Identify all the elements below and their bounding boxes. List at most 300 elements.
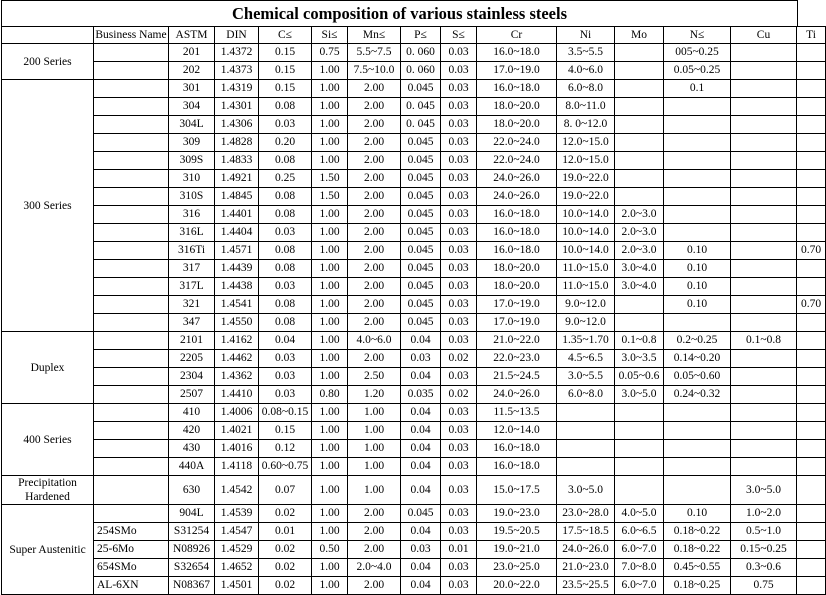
cell-ni: 23.5~25.5 bbox=[557, 577, 615, 595]
cell-si: 1.50 bbox=[312, 170, 348, 188]
cell-cu: 0.15~0.25 bbox=[731, 541, 797, 559]
cell-c: 0.03 bbox=[259, 278, 312, 296]
table-row bbox=[2, 224, 826, 242]
cell-astm: 321 bbox=[169, 296, 215, 314]
cell-business-name: 25-6Mo bbox=[94, 541, 169, 559]
cell-mo bbox=[615, 116, 664, 134]
cell-c: 0.08 bbox=[259, 98, 312, 116]
cell-mo bbox=[615, 476, 664, 505]
cell-ni: 10.0~14.0 bbox=[557, 206, 615, 224]
cell-s: 0.03 bbox=[441, 476, 477, 505]
table-row bbox=[2, 577, 826, 595]
series-group-label: 200 Series bbox=[2, 44, 94, 80]
cell-mo bbox=[615, 62, 664, 80]
cell-business-name: AL-6XN bbox=[94, 577, 169, 595]
cell-astm: 410 bbox=[169, 404, 215, 422]
cell-mo: 3.0~4.0 bbox=[615, 260, 664, 278]
cell-si: 1.00 bbox=[312, 332, 348, 350]
cell-ni bbox=[557, 458, 615, 476]
cell-cu: 0.3~0.6 bbox=[731, 559, 797, 577]
cell-mn: 1.00 bbox=[348, 422, 401, 440]
cell-din: 1.4438 bbox=[215, 278, 259, 296]
cell-s: 0.02 bbox=[441, 386, 477, 404]
cell-s: 0.03 bbox=[441, 44, 477, 62]
cell-p: 0.04 bbox=[401, 523, 441, 541]
cell-s: 0.03 bbox=[441, 278, 477, 296]
cell-ti: 0.70 bbox=[797, 296, 826, 314]
cell-din: 1.4550 bbox=[215, 314, 259, 332]
cell-p: 0.045 bbox=[401, 152, 441, 170]
cell-din: 1.4571 bbox=[215, 242, 259, 260]
cell-n: 0.1 bbox=[664, 80, 731, 98]
cell-astm: 317L bbox=[169, 278, 215, 296]
table-row bbox=[2, 422, 826, 440]
cell-si: 0.80 bbox=[312, 386, 348, 404]
cell-cu bbox=[731, 116, 797, 134]
cell-mn: 2.00 bbox=[348, 523, 401, 541]
cell-n bbox=[664, 314, 731, 332]
cell-business-name bbox=[94, 422, 169, 440]
table-row bbox=[2, 314, 826, 332]
cell-mn: 2.00 bbox=[348, 296, 401, 314]
cell-p: 0.04 bbox=[401, 559, 441, 577]
cell-n bbox=[664, 404, 731, 422]
cell-si: 1.00 bbox=[312, 98, 348, 116]
cell-ti bbox=[797, 541, 826, 559]
table-row bbox=[2, 523, 826, 541]
cell-business-name bbox=[94, 98, 169, 116]
cell-cu bbox=[731, 206, 797, 224]
cell-business-name bbox=[94, 476, 169, 505]
cell-din: 1.4016 bbox=[215, 440, 259, 458]
table-row bbox=[2, 152, 826, 170]
cell-cu: 0.75 bbox=[731, 577, 797, 595]
header-c: C≤ bbox=[259, 27, 312, 44]
cell-s: 0.03 bbox=[441, 368, 477, 386]
table-row bbox=[2, 98, 826, 116]
cell-business-name bbox=[94, 314, 169, 332]
header-p: P≤ bbox=[401, 27, 441, 44]
series-group-label: Duplex bbox=[2, 332, 94, 404]
cell-ni: 11.0~15.0 bbox=[557, 278, 615, 296]
cell-mn: 7.5~10.0 bbox=[348, 62, 401, 80]
cell-cr: 17.0~19.0 bbox=[477, 296, 557, 314]
header-cu: Cu bbox=[731, 27, 797, 44]
cell-si: 1.00 bbox=[312, 458, 348, 476]
cell-ni: 8.0~11.0 bbox=[557, 98, 615, 116]
cell-ti bbox=[797, 80, 826, 98]
cell-s: 0.03 bbox=[441, 332, 477, 350]
cell-business-name bbox=[94, 152, 169, 170]
cell-ni bbox=[557, 422, 615, 440]
table-body bbox=[2, 44, 826, 595]
cell-p: 0.045 bbox=[401, 206, 441, 224]
cell-astm: 430 bbox=[169, 440, 215, 458]
cell-c: 0.08~0.15 bbox=[259, 404, 312, 422]
cell-mo bbox=[615, 296, 664, 314]
cell-s: 0.03 bbox=[441, 404, 477, 422]
cell-n: 005~0.25 bbox=[664, 44, 731, 62]
cell-astm: 347 bbox=[169, 314, 215, 332]
cell-si: 1.00 bbox=[312, 368, 348, 386]
cell-business-name bbox=[94, 440, 169, 458]
cell-astm: 2304 bbox=[169, 368, 215, 386]
table-row bbox=[2, 188, 826, 206]
cell-c: 0.02 bbox=[259, 505, 312, 523]
cell-ti bbox=[797, 577, 826, 595]
table-row bbox=[2, 62, 826, 80]
cell-ni: 10.0~14.0 bbox=[557, 242, 615, 260]
cell-business-name bbox=[94, 368, 169, 386]
cell-ni: 19.0~22.0 bbox=[557, 170, 615, 188]
cell-si: 1.00 bbox=[312, 422, 348, 440]
cell-p: 0.04 bbox=[401, 577, 441, 595]
cell-c: 0.15 bbox=[259, 422, 312, 440]
cell-astm: 309S bbox=[169, 152, 215, 170]
cell-cr: 18.0~20.0 bbox=[477, 260, 557, 278]
cell-p: 0.03 bbox=[401, 350, 441, 368]
cell-cu bbox=[731, 170, 797, 188]
cell-n bbox=[664, 224, 731, 242]
cell-mn: 2.00 bbox=[348, 170, 401, 188]
cell-p: 0.04 bbox=[401, 440, 441, 458]
cell-business-name bbox=[94, 80, 169, 98]
cell-cu bbox=[731, 98, 797, 116]
cell-din: 1.4828 bbox=[215, 134, 259, 152]
cell-c: 0.08 bbox=[259, 314, 312, 332]
cell-s: 0.03 bbox=[441, 80, 477, 98]
header-din: DIN bbox=[215, 27, 259, 44]
cell-mn: 2.00 bbox=[348, 224, 401, 242]
header-ti: Ti bbox=[797, 27, 826, 44]
table-row bbox=[2, 296, 826, 314]
cell-mn: 4.0~6.0 bbox=[348, 332, 401, 350]
cell-p: 0. 045 bbox=[401, 98, 441, 116]
cell-n: 0.18~0.22 bbox=[664, 541, 731, 559]
cell-s: 0.03 bbox=[441, 62, 477, 80]
cell-s: 0.03 bbox=[441, 505, 477, 523]
cell-ni: 8. 0~12.0 bbox=[557, 116, 615, 134]
cell-mn: 2.00 bbox=[348, 260, 401, 278]
cell-ti bbox=[797, 368, 826, 386]
cell-din: 1.4162 bbox=[215, 332, 259, 350]
cell-mn: 2.00 bbox=[348, 541, 401, 559]
cell-cr: 17.0~19.0 bbox=[477, 314, 557, 332]
cell-din: 1.4833 bbox=[215, 152, 259, 170]
cell-cu bbox=[731, 314, 797, 332]
cell-mn: 2.00 bbox=[348, 152, 401, 170]
cell-p: 0.045 bbox=[401, 314, 441, 332]
cell-ni: 12.0~15.0 bbox=[557, 134, 615, 152]
cell-c: 0.07 bbox=[259, 476, 312, 505]
cell-p: 0.04 bbox=[401, 422, 441, 440]
cell-cu bbox=[731, 62, 797, 80]
cell-mo bbox=[615, 188, 664, 206]
cell-mo bbox=[615, 98, 664, 116]
cell-ni: 12.0~15.0 bbox=[557, 152, 615, 170]
header-si: Si≤ bbox=[312, 27, 348, 44]
cell-s: 0.03 bbox=[441, 242, 477, 260]
cell-cr: 16.0~18.0 bbox=[477, 242, 557, 260]
cell-cu bbox=[731, 422, 797, 440]
cell-din: 1.4306 bbox=[215, 116, 259, 134]
cell-mn: 2.00 bbox=[348, 505, 401, 523]
cell-si: 1.00 bbox=[312, 260, 348, 278]
cell-cu bbox=[731, 350, 797, 368]
cell-p: 0.04 bbox=[401, 332, 441, 350]
cell-cu bbox=[731, 44, 797, 62]
cell-s: 0.03 bbox=[441, 523, 477, 541]
cell-ni: 3.0~5.5 bbox=[557, 368, 615, 386]
cell-mo: 3.0~3.5 bbox=[615, 350, 664, 368]
cell-mn: 2.00 bbox=[348, 314, 401, 332]
cell-s: 0.03 bbox=[441, 188, 477, 206]
cell-mo bbox=[615, 134, 664, 152]
cell-s: 0.03 bbox=[441, 134, 477, 152]
table-row bbox=[2, 476, 826, 505]
cell-mo: 0.1~0.8 bbox=[615, 332, 664, 350]
cell-c: 0.03 bbox=[259, 368, 312, 386]
cell-p: 0.045 bbox=[401, 505, 441, 523]
cell-cr: 11.5~13.5 bbox=[477, 404, 557, 422]
series-group-label: 400 Series bbox=[2, 404, 94, 476]
cell-s: 0.03 bbox=[441, 98, 477, 116]
cell-astm: 301 bbox=[169, 80, 215, 98]
cell-ni: 21.0~23.0 bbox=[557, 559, 615, 577]
table-row bbox=[2, 368, 826, 386]
cell-s: 0.03 bbox=[441, 152, 477, 170]
cell-cu bbox=[731, 296, 797, 314]
cell-astm: 316Ti bbox=[169, 242, 215, 260]
cell-cr: 15.0~17.5 bbox=[477, 476, 557, 505]
cell-din: 1.4401 bbox=[215, 206, 259, 224]
cell-ti: 0.70 bbox=[797, 242, 826, 260]
cell-ti bbox=[797, 458, 826, 476]
cell-cr: 18.0~20.0 bbox=[477, 116, 557, 134]
cell-mo bbox=[615, 170, 664, 188]
cell-p: 0.04 bbox=[401, 458, 441, 476]
cell-cu: 1.0~2.0 bbox=[731, 505, 797, 523]
cell-n bbox=[664, 152, 731, 170]
cell-c: 0.02 bbox=[259, 559, 312, 577]
cell-si: 1.00 bbox=[312, 404, 348, 422]
cell-business-name bbox=[94, 332, 169, 350]
cell-cu bbox=[731, 278, 797, 296]
cell-c: 0.12 bbox=[259, 440, 312, 458]
cell-s: 0.03 bbox=[441, 559, 477, 577]
cell-business-name bbox=[94, 278, 169, 296]
cell-si: 1.00 bbox=[312, 116, 348, 134]
cell-c: 0.08 bbox=[259, 206, 312, 224]
cell-p: 0.045 bbox=[401, 224, 441, 242]
cell-mn: 2.00 bbox=[348, 577, 401, 595]
cell-din: 1.4118 bbox=[215, 458, 259, 476]
cell-cr: 22.0~24.0 bbox=[477, 152, 557, 170]
cell-n: 0.10 bbox=[664, 242, 731, 260]
cell-din: 1.4362 bbox=[215, 368, 259, 386]
cell-mn: 1.20 bbox=[348, 386, 401, 404]
cell-c: 0.08 bbox=[259, 260, 312, 278]
series-group-label: Super Austenitic bbox=[2, 505, 94, 595]
cell-n bbox=[664, 98, 731, 116]
cell-ni: 11.0~15.0 bbox=[557, 260, 615, 278]
cell-c: 0.08 bbox=[259, 188, 312, 206]
header-n: N≤ bbox=[664, 27, 731, 44]
cell-n bbox=[664, 476, 731, 505]
cell-business-name bbox=[94, 188, 169, 206]
cell-si: 1.00 bbox=[312, 350, 348, 368]
cell-ni: 9.0~12.0 bbox=[557, 296, 615, 314]
cell-cu bbox=[731, 458, 797, 476]
cell-p: 0.04 bbox=[401, 404, 441, 422]
cell-ti bbox=[797, 98, 826, 116]
cell-cr: 18.0~20.0 bbox=[477, 278, 557, 296]
table-row bbox=[2, 278, 826, 296]
cell-c: 0.08 bbox=[259, 152, 312, 170]
cell-business-name bbox=[94, 458, 169, 476]
cell-s: 0.03 bbox=[441, 422, 477, 440]
cell-c: 0.15 bbox=[259, 62, 312, 80]
cell-business-name bbox=[94, 350, 169, 368]
cell-cu bbox=[731, 260, 797, 278]
cell-n bbox=[664, 134, 731, 152]
cell-ti bbox=[797, 476, 826, 505]
cell-si: 1.00 bbox=[312, 523, 348, 541]
cell-si: 1.00 bbox=[312, 278, 348, 296]
cell-mo: 3.0~5.0 bbox=[615, 386, 664, 404]
cell-si: 1.00 bbox=[312, 296, 348, 314]
cell-ni bbox=[557, 440, 615, 458]
cell-business-name bbox=[94, 170, 169, 188]
cell-p: 0.045 bbox=[401, 278, 441, 296]
cell-business-name bbox=[94, 260, 169, 278]
table-row bbox=[2, 80, 826, 98]
cell-s: 0.03 bbox=[441, 577, 477, 595]
cell-mo: 6.0~7.0 bbox=[615, 577, 664, 595]
cell-mo bbox=[615, 440, 664, 458]
cell-ni: 17.5~18.5 bbox=[557, 523, 615, 541]
cell-astm: 310 bbox=[169, 170, 215, 188]
cell-n: 0.05~0.60 bbox=[664, 368, 731, 386]
cell-p: 0.045 bbox=[401, 170, 441, 188]
cell-din: 1.4021 bbox=[215, 422, 259, 440]
cell-astm: 2507 bbox=[169, 386, 215, 404]
cell-din: 1.4373 bbox=[215, 62, 259, 80]
cell-mn: 2.00 bbox=[348, 206, 401, 224]
cell-n bbox=[664, 206, 731, 224]
cell-p: 0. 045 bbox=[401, 116, 441, 134]
cell-ti bbox=[797, 386, 826, 404]
cell-cr: 19.5~20.5 bbox=[477, 523, 557, 541]
cell-c: 0.02 bbox=[259, 577, 312, 595]
cell-cr: 24.0~26.0 bbox=[477, 170, 557, 188]
cell-c: 0.08 bbox=[259, 296, 312, 314]
cell-cr: 18.0~20.0 bbox=[477, 98, 557, 116]
table-row bbox=[2, 458, 826, 476]
cell-si: 1.00 bbox=[312, 224, 348, 242]
cell-mo: 0.05~0.6 bbox=[615, 368, 664, 386]
header-astm: ASTM bbox=[169, 27, 215, 44]
table-row bbox=[2, 170, 826, 188]
cell-cr: 19.0~23.0 bbox=[477, 505, 557, 523]
cell-c: 0.08 bbox=[259, 242, 312, 260]
cell-business-name bbox=[94, 44, 169, 62]
cell-cr: 16.0~18.0 bbox=[477, 440, 557, 458]
cell-astm: 304L bbox=[169, 116, 215, 134]
cell-din: 1.4439 bbox=[215, 260, 259, 278]
cell-din: 1.4539 bbox=[215, 505, 259, 523]
cell-ti bbox=[797, 332, 826, 350]
cell-din: 1.4404 bbox=[215, 224, 259, 242]
cell-si: 1.00 bbox=[312, 242, 348, 260]
cell-si: 1.00 bbox=[312, 80, 348, 98]
cell-cr: 16.0~18.0 bbox=[477, 458, 557, 476]
cell-astm: S32654 bbox=[169, 559, 215, 577]
cell-s: 0.03 bbox=[441, 458, 477, 476]
cell-cr: 22.0~24.0 bbox=[477, 134, 557, 152]
cell-ti bbox=[797, 134, 826, 152]
cell-cr: 16.0~18.0 bbox=[477, 206, 557, 224]
header-series bbox=[2, 27, 94, 44]
cell-din: 1.4501 bbox=[215, 577, 259, 595]
cell-s: 0.03 bbox=[441, 260, 477, 278]
cell-cu bbox=[731, 368, 797, 386]
cell-si: 1.00 bbox=[312, 314, 348, 332]
cell-mn: 2.00 bbox=[348, 278, 401, 296]
cell-astm: 316 bbox=[169, 206, 215, 224]
cell-p: 0.045 bbox=[401, 134, 441, 152]
cell-p: 0.035 bbox=[401, 386, 441, 404]
cell-mn: 1.00 bbox=[348, 404, 401, 422]
cell-c: 0.60~0.75 bbox=[259, 458, 312, 476]
cell-mn: 2.00 bbox=[348, 116, 401, 134]
cell-astm: N08367 bbox=[169, 577, 215, 595]
cell-cr: 22.0~23.0 bbox=[477, 350, 557, 368]
cell-cr: 24.0~26.0 bbox=[477, 188, 557, 206]
cell-s: 0.03 bbox=[441, 116, 477, 134]
cell-p: 0.045 bbox=[401, 80, 441, 98]
cell-cu bbox=[731, 404, 797, 422]
cell-astm: 201 bbox=[169, 44, 215, 62]
cell-business-name bbox=[94, 296, 169, 314]
table-row bbox=[2, 206, 826, 224]
table-row bbox=[2, 404, 826, 422]
cell-astm: S31254 bbox=[169, 523, 215, 541]
cell-n: 0.10 bbox=[664, 260, 731, 278]
cell-ni: 6.0~8.0 bbox=[557, 386, 615, 404]
cell-p: 0.04 bbox=[401, 476, 441, 505]
table-row bbox=[2, 116, 826, 134]
cell-business-name bbox=[94, 404, 169, 422]
cell-cu bbox=[731, 224, 797, 242]
cell-mn: 5.5~7.5 bbox=[348, 44, 401, 62]
cell-cu bbox=[731, 80, 797, 98]
cell-cr: 20.0~22.0 bbox=[477, 577, 557, 595]
cell-mo bbox=[615, 314, 664, 332]
header-cr: Cr bbox=[477, 27, 557, 44]
cell-s: 0.03 bbox=[441, 314, 477, 332]
cell-si: 1.00 bbox=[312, 559, 348, 577]
cell-ni: 19.0~22.0 bbox=[557, 188, 615, 206]
cell-p: 0.045 bbox=[401, 260, 441, 278]
cell-astm: 309 bbox=[169, 134, 215, 152]
cell-cr: 23.0~25.0 bbox=[477, 559, 557, 577]
cell-ni: 4.0~6.0 bbox=[557, 62, 615, 80]
cell-cu: 3.0~5.0 bbox=[731, 476, 797, 505]
cell-cu: 0.1~0.8 bbox=[731, 332, 797, 350]
cell-astm: 630 bbox=[169, 476, 215, 505]
header-mo: Mo bbox=[615, 27, 664, 44]
